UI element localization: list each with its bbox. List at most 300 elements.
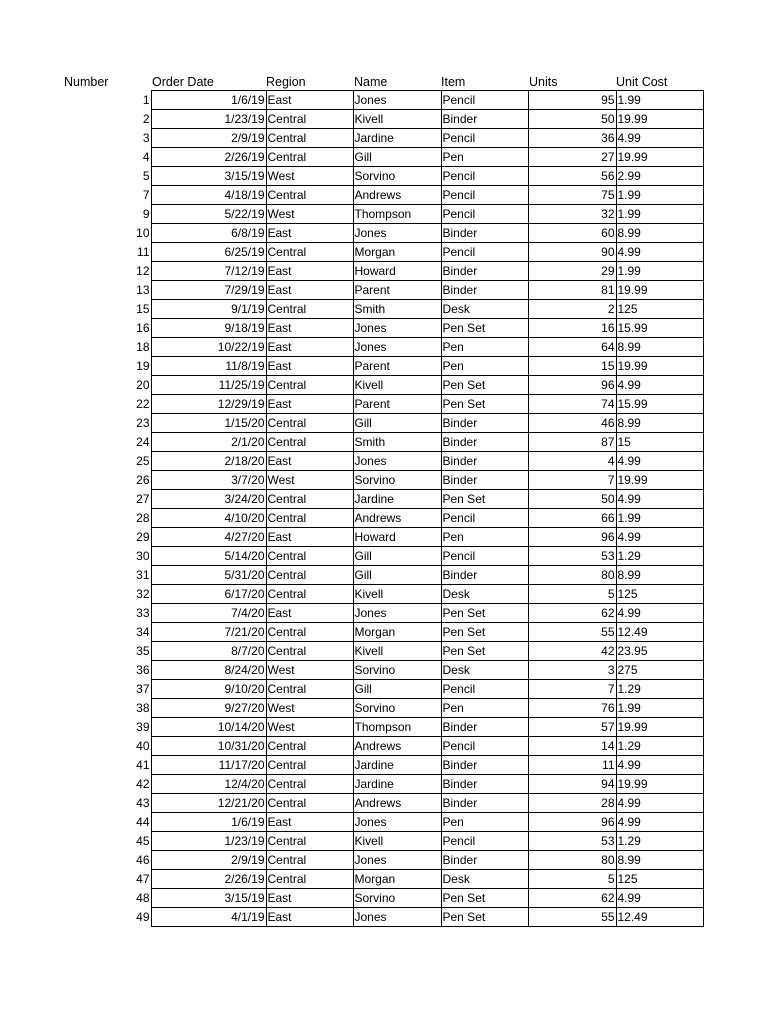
item-cell: Pen Set <box>441 319 528 338</box>
region-cell: Central <box>266 414 353 433</box>
units-cell: 96 <box>528 813 616 832</box>
table-row <box>120 148 703 167</box>
order-date-cell: 6/17/20 <box>151 585 266 604</box>
table-row <box>120 281 703 300</box>
item-cell: Binder <box>441 756 528 775</box>
row-number: 1 <box>142 93 150 107</box>
item-cell: Binder <box>441 471 528 490</box>
unit-cost-cell: 4.99 <box>616 452 703 471</box>
unit-cost-cell: 4.99 <box>616 604 703 623</box>
table-row <box>120 794 703 813</box>
order-date-cell: 12/21/20 <box>151 794 266 813</box>
row-number: 13 <box>136 283 150 297</box>
region-cell: Central <box>266 376 353 395</box>
region-cell: West <box>266 205 353 224</box>
row-number: 36 <box>136 663 150 677</box>
row-number: 15 <box>136 302 150 316</box>
region-cell: East <box>266 604 353 623</box>
region-cell: East <box>266 395 353 414</box>
item-cell: Pen <box>441 357 528 376</box>
item-cell: Binder <box>441 433 528 452</box>
unit-cost-cell: 1.99 <box>616 262 703 281</box>
order-date-cell: 5/14/20 <box>151 547 266 566</box>
table-row <box>120 300 703 319</box>
region-cell: East <box>266 528 353 547</box>
row-number: 16 <box>136 321 150 335</box>
units-cell: 64 <box>528 338 616 357</box>
header-name: Name <box>354 75 388 89</box>
row-number: 35 <box>136 644 150 658</box>
order-date-cell: 4/18/19 <box>151 186 266 205</box>
table-row <box>120 528 703 547</box>
order-date-cell: 11/17/20 <box>151 756 266 775</box>
row-number: 27 <box>136 492 150 506</box>
name-cell: Kivell <box>353 110 441 129</box>
region-cell: Central <box>266 680 353 699</box>
region-cell: East <box>266 889 353 908</box>
units-cell: 11 <box>528 756 616 775</box>
unit-cost-cell: 19.99 <box>616 775 703 794</box>
order-date-cell: 11/8/19 <box>151 357 266 376</box>
item-cell: Pen <box>441 528 528 547</box>
row-number: 26 <box>136 473 150 487</box>
name-cell: Andrews <box>353 186 441 205</box>
table-row <box>120 433 703 452</box>
name-cell: Parent <box>353 395 441 414</box>
unit-cost-cell: 125 <box>616 585 703 604</box>
name-cell: Kivell <box>353 585 441 604</box>
name-cell: Parent <box>353 357 441 376</box>
table-row <box>120 699 703 718</box>
unit-cost-cell: 12.49 <box>616 908 703 927</box>
units-cell: 29 <box>528 262 616 281</box>
table-row <box>120 775 703 794</box>
units-cell: 55 <box>528 908 616 927</box>
region-cell: East <box>266 908 353 927</box>
units-cell: 7 <box>528 471 616 490</box>
order-date-cell: 3/7/20 <box>151 471 266 490</box>
region-cell: Central <box>266 490 353 509</box>
units-cell: 7 <box>528 680 616 699</box>
item-cell: Pencil <box>441 243 528 262</box>
row-number: 39 <box>136 720 150 734</box>
region-cell: Central <box>266 737 353 756</box>
item-cell: Binder <box>441 718 528 737</box>
region-cell: East <box>266 813 353 832</box>
order-date-cell: 4/27/20 <box>151 528 266 547</box>
unit-cost-cell: 1.99 <box>616 186 703 205</box>
unit-cost-cell: 19.99 <box>616 718 703 737</box>
table-row <box>120 490 703 509</box>
region-cell: Central <box>266 110 353 129</box>
table-row <box>120 604 703 623</box>
region-cell: Central <box>266 642 353 661</box>
unit-cost-cell: 23.95 <box>616 642 703 661</box>
region-cell: Central <box>266 509 353 528</box>
order-date-cell: 8/7/20 <box>151 642 266 661</box>
order-date-cell: 2/26/19 <box>151 870 266 889</box>
region-cell: East <box>266 319 353 338</box>
item-cell: Pencil <box>441 509 528 528</box>
table-row <box>120 471 703 490</box>
table-row <box>120 547 703 566</box>
table-row <box>120 642 703 661</box>
units-cell: 2 <box>528 300 616 319</box>
orders-table-body <box>120 91 703 927</box>
order-date-cell: 1/23/19 <box>151 110 266 129</box>
order-date-cell: 7/4/20 <box>151 604 266 623</box>
table-row <box>120 395 703 414</box>
item-cell: Binder <box>441 110 528 129</box>
name-cell: Andrews <box>353 737 441 756</box>
unit-cost-cell: 1.29 <box>616 547 703 566</box>
order-date-cell: 1/6/19 <box>151 91 266 110</box>
name-cell: Jardine <box>353 756 441 775</box>
row-number: 28 <box>136 511 150 525</box>
item-cell: Pen Set <box>441 376 528 395</box>
table-row <box>120 680 703 699</box>
region-cell: East <box>266 452 353 471</box>
name-cell: Sorvino <box>353 699 441 718</box>
units-cell: 27 <box>528 148 616 167</box>
region-cell: Central <box>266 775 353 794</box>
item-cell: Binder <box>441 281 528 300</box>
order-date-cell: 2/18/20 <box>151 452 266 471</box>
region-cell: East <box>266 338 353 357</box>
orders-table <box>120 90 704 927</box>
order-date-cell: 10/22/19 <box>151 338 266 357</box>
row-number: 4 <box>142 150 150 164</box>
item-cell: Pen <box>441 148 528 167</box>
table-row <box>120 889 703 908</box>
item-cell: Binder <box>441 775 528 794</box>
region-cell: Central <box>266 148 353 167</box>
order-date-cell: 6/25/19 <box>151 243 266 262</box>
unit-cost-cell: 4.99 <box>616 813 703 832</box>
units-cell: 87 <box>528 433 616 452</box>
name-cell: Sorvino <box>353 167 441 186</box>
row-number: 40 <box>136 739 150 753</box>
table-row <box>120 262 703 281</box>
item-cell: Pen Set <box>441 908 528 927</box>
table-row <box>120 566 703 585</box>
table-row <box>120 813 703 832</box>
table-row <box>120 661 703 680</box>
units-cell: 66 <box>528 509 616 528</box>
units-cell: 14 <box>528 737 616 756</box>
units-cell: 55 <box>528 623 616 642</box>
row-number: 22 <box>136 397 150 411</box>
item-cell: Pen Set <box>441 490 528 509</box>
table-row <box>120 832 703 851</box>
name-cell: Jones <box>353 338 441 357</box>
header-unit-cost: Unit Cost <box>616 75 668 89</box>
units-cell: 32 <box>528 205 616 224</box>
table-row <box>120 452 703 471</box>
order-date-cell: 12/4/20 <box>151 775 266 794</box>
item-cell: Pencil <box>441 205 528 224</box>
table-row <box>120 205 703 224</box>
unit-cost-cell: 8.99 <box>616 851 703 870</box>
units-cell: 4 <box>528 452 616 471</box>
units-cell: 57 <box>528 718 616 737</box>
region-cell: Central <box>266 870 353 889</box>
unit-cost-cell: 1.99 <box>616 699 703 718</box>
order-date-cell: 4/10/20 <box>151 509 266 528</box>
unit-cost-cell: 15.99 <box>616 319 703 338</box>
header-number: Number <box>64 75 109 89</box>
units-cell: 5 <box>528 870 616 889</box>
unit-cost-cell: 1.29 <box>616 680 703 699</box>
table-row <box>120 509 703 528</box>
name-cell: Parent <box>353 281 441 300</box>
item-cell: Pencil <box>441 167 528 186</box>
table-row <box>120 224 703 243</box>
unit-cost-cell: 4.99 <box>616 756 703 775</box>
name-cell: Kivell <box>353 376 441 395</box>
item-cell: Desk <box>441 661 528 680</box>
item-cell: Pen <box>441 338 528 357</box>
table-row <box>120 129 703 148</box>
item-cell: Binder <box>441 224 528 243</box>
order-date-cell: 3/15/19 <box>151 167 266 186</box>
table-row <box>120 338 703 357</box>
order-date-cell: 4/1/19 <box>151 908 266 927</box>
order-date-cell: 6/8/19 <box>151 224 266 243</box>
row-number: 33 <box>136 606 150 620</box>
units-cell: 76 <box>528 699 616 718</box>
unit-cost-cell: 8.99 <box>616 338 703 357</box>
region-cell: East <box>266 224 353 243</box>
units-cell: 50 <box>528 110 616 129</box>
units-cell: 94 <box>528 775 616 794</box>
region-cell: Central <box>266 129 353 148</box>
name-cell: Jardine <box>353 490 441 509</box>
unit-cost-cell: 19.99 <box>616 110 703 129</box>
name-cell: Gill <box>353 566 441 585</box>
units-cell: 5 <box>528 585 616 604</box>
table-row <box>120 243 703 262</box>
unit-cost-cell: 1.29 <box>616 737 703 756</box>
unit-cost-cell: 19.99 <box>616 148 703 167</box>
order-date-cell: 11/25/19 <box>151 376 266 395</box>
units-cell: 95 <box>528 91 616 110</box>
unit-cost-cell: 4.99 <box>616 243 703 262</box>
units-cell: 81 <box>528 281 616 300</box>
item-cell: Binder <box>441 851 528 870</box>
order-date-cell: 9/10/20 <box>151 680 266 699</box>
row-number: 20 <box>136 378 150 392</box>
region-cell: West <box>266 699 353 718</box>
region-cell: Central <box>266 832 353 851</box>
unit-cost-cell: 12.49 <box>616 623 703 642</box>
order-date-cell: 7/12/19 <box>151 262 266 281</box>
item-cell: Pen Set <box>441 604 528 623</box>
name-cell: Thompson <box>353 205 441 224</box>
region-cell: East <box>266 262 353 281</box>
name-cell: Morgan <box>353 623 441 642</box>
order-date-cell: 1/15/20 <box>151 414 266 433</box>
units-cell: 75 <box>528 186 616 205</box>
item-cell: Binder <box>441 566 528 585</box>
item-cell: Binder <box>441 452 528 471</box>
table-row <box>120 319 703 338</box>
table-row <box>120 376 703 395</box>
unit-cost-cell: 4.99 <box>616 794 703 813</box>
row-number: 41 <box>136 758 150 772</box>
item-cell: Pen Set <box>441 889 528 908</box>
row-number: 31 <box>136 568 150 582</box>
table-row <box>120 110 703 129</box>
units-cell: 50 <box>528 490 616 509</box>
units-cell: 53 <box>528 547 616 566</box>
row-number: 24 <box>136 435 150 449</box>
order-date-cell: 8/24/20 <box>151 661 266 680</box>
table-row <box>120 623 703 642</box>
row-number: 48 <box>136 891 150 905</box>
row-number: 7 <box>142 188 150 202</box>
item-cell: Binder <box>441 794 528 813</box>
unit-cost-cell: 4.99 <box>616 129 703 148</box>
unit-cost-cell: 1.99 <box>616 509 703 528</box>
region-cell: Central <box>266 756 353 775</box>
item-cell: Pen Set <box>441 623 528 642</box>
table-row <box>120 908 703 927</box>
name-cell: Sorvino <box>353 471 441 490</box>
name-cell: Kivell <box>353 832 441 851</box>
name-cell: Sorvino <box>353 661 441 680</box>
region-cell: Central <box>266 585 353 604</box>
unit-cost-cell: 19.99 <box>616 357 703 376</box>
row-number: 2 <box>142 112 150 126</box>
table-row <box>120 851 703 870</box>
header-units: Units <box>529 75 558 89</box>
region-cell: Central <box>266 547 353 566</box>
name-cell: Sorvino <box>353 889 441 908</box>
unit-cost-cell: 8.99 <box>616 224 703 243</box>
item-cell: Binder <box>441 414 528 433</box>
row-number: 44 <box>136 815 150 829</box>
column-headers <box>0 73 768 91</box>
header-item: Item <box>441 75 466 89</box>
region-cell: Central <box>266 243 353 262</box>
units-cell: 53 <box>528 832 616 851</box>
item-cell: Pen Set <box>441 395 528 414</box>
name-cell: Morgan <box>353 870 441 889</box>
unit-cost-cell: 1.99 <box>616 205 703 224</box>
name-cell: Morgan <box>353 243 441 262</box>
row-number: 9 <box>142 207 150 221</box>
name-cell: Smith <box>353 433 441 452</box>
item-cell: Pencil <box>441 91 528 110</box>
units-cell: 96 <box>528 376 616 395</box>
unit-cost-cell: 4.99 <box>616 528 703 547</box>
order-date-cell: 2/9/19 <box>151 129 266 148</box>
order-date-cell: 9/27/20 <box>151 699 266 718</box>
units-cell: 90 <box>528 243 616 262</box>
item-cell: Pencil <box>441 680 528 699</box>
unit-cost-cell: 4.99 <box>616 490 703 509</box>
row-number: 42 <box>136 777 150 791</box>
row-number: 19 <box>136 359 150 373</box>
order-date-cell: 1/6/19 <box>151 813 266 832</box>
name-cell: Gill <box>353 547 441 566</box>
unit-cost-cell: 275 <box>616 661 703 680</box>
region-cell: West <box>266 471 353 490</box>
units-cell: 56 <box>528 167 616 186</box>
order-date-cell: 2/26/19 <box>151 148 266 167</box>
header-order-date: Order Date <box>152 75 214 89</box>
order-date-cell: 7/29/19 <box>151 281 266 300</box>
name-cell: Smith <box>353 300 441 319</box>
units-cell: 42 <box>528 642 616 661</box>
name-cell: Howard <box>353 262 441 281</box>
row-number: 12 <box>136 264 150 278</box>
row-number: 30 <box>136 549 150 563</box>
row-number: 25 <box>136 454 150 468</box>
unit-cost-cell: 1.29 <box>616 832 703 851</box>
name-cell: Jones <box>353 452 441 471</box>
region-cell: East <box>266 281 353 300</box>
item-cell: Pencil <box>441 832 528 851</box>
row-number: 47 <box>136 872 150 886</box>
table-row <box>120 414 703 433</box>
unit-cost-cell: 1.99 <box>616 91 703 110</box>
name-cell: Jardine <box>353 129 441 148</box>
order-date-cell: 9/18/19 <box>151 319 266 338</box>
name-cell: Gill <box>353 148 441 167</box>
name-cell: Jones <box>353 813 441 832</box>
unit-cost-cell: 19.99 <box>616 471 703 490</box>
units-cell: 96 <box>528 528 616 547</box>
name-cell: Jardine <box>353 775 441 794</box>
unit-cost-cell: 4.99 <box>616 889 703 908</box>
row-number: 46 <box>136 853 150 867</box>
row-number: 3 <box>142 131 150 145</box>
name-cell: Howard <box>353 528 441 547</box>
table-row <box>120 718 703 737</box>
order-date-cell: 10/31/20 <box>151 737 266 756</box>
unit-cost-cell: 2.99 <box>616 167 703 186</box>
order-date-cell: 12/29/19 <box>151 395 266 414</box>
row-number: 43 <box>136 796 150 810</box>
table-row <box>120 167 703 186</box>
units-cell: 74 <box>528 395 616 414</box>
region-cell: West <box>266 661 353 680</box>
unit-cost-cell: 4.99 <box>616 376 703 395</box>
name-cell: Thompson <box>353 718 441 737</box>
row-number: 5 <box>142 169 150 183</box>
units-cell: 80 <box>528 566 616 585</box>
item-cell: Desk <box>441 585 528 604</box>
name-cell: Jones <box>353 908 441 927</box>
order-date-cell: 10/14/20 <box>151 718 266 737</box>
name-cell: Jones <box>353 604 441 623</box>
item-cell: Pencil <box>441 186 528 205</box>
table-row <box>120 737 703 756</box>
units-cell: 62 <box>528 604 616 623</box>
order-date-cell: 7/21/20 <box>151 623 266 642</box>
item-cell: Pen <box>441 813 528 832</box>
order-date-cell: 5/31/20 <box>151 566 266 585</box>
unit-cost-cell: 125 <box>616 300 703 319</box>
item-cell: Pencil <box>441 737 528 756</box>
name-cell: Jones <box>353 851 441 870</box>
name-cell: Gill <box>353 680 441 699</box>
header-region: Region <box>266 75 306 89</box>
table-row <box>120 585 703 604</box>
region-cell: Central <box>266 433 353 452</box>
